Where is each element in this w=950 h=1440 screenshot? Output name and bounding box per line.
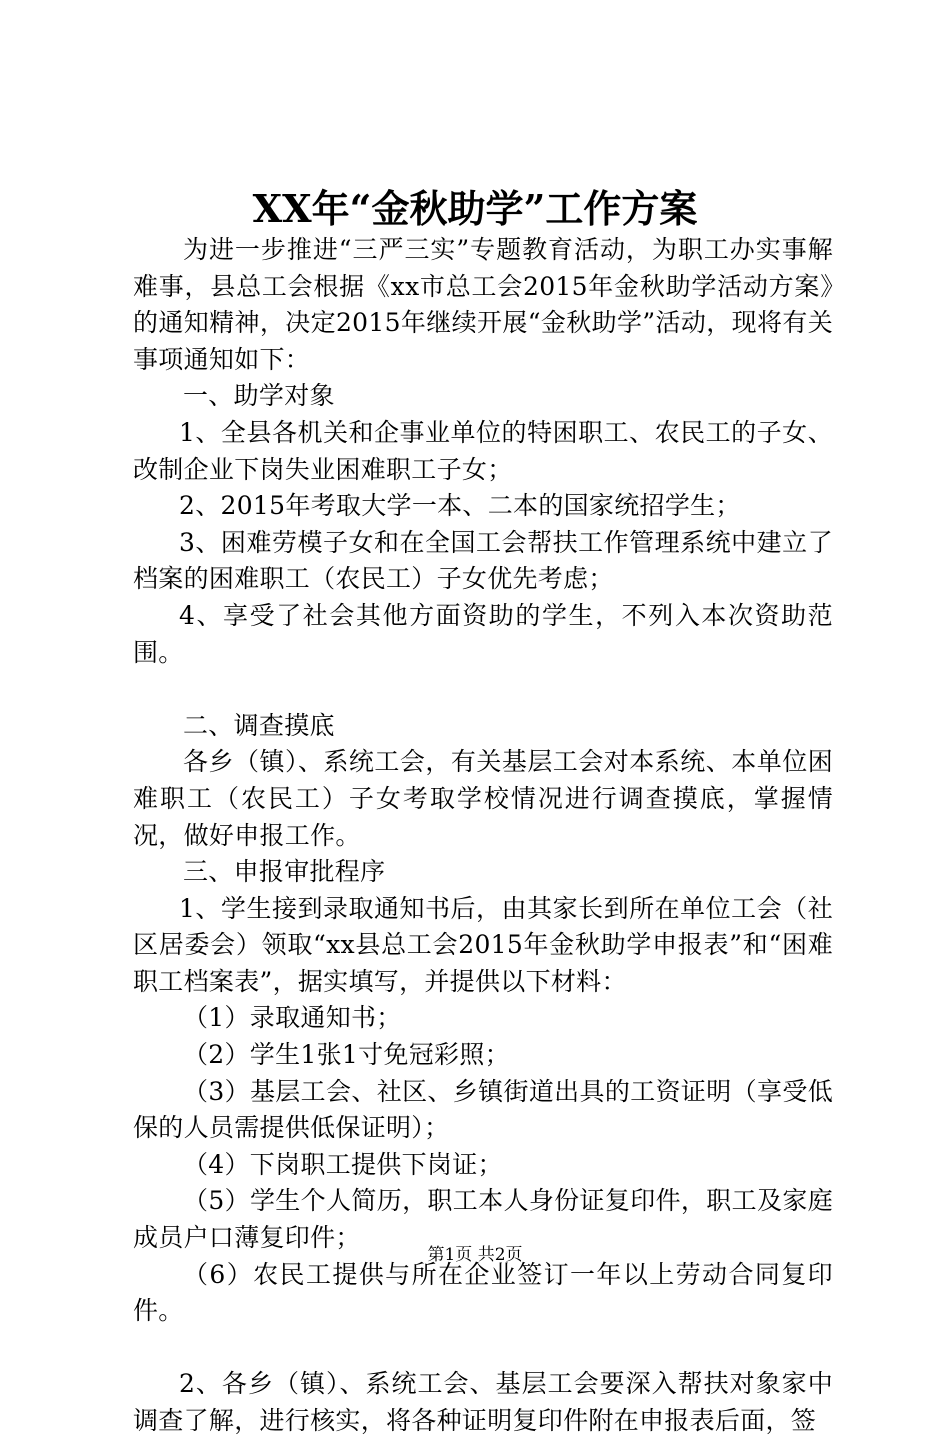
list-item: （1）录取通知书； [183, 1003, 402, 1033]
list-item: 2、各乡（镇）、系统工会、基层工会要深入帮扶对象家中调查了解，进行核实，将各种证明复印件附在申报表后面，签 [133, 1369, 833, 1435]
section-heading-survey: 二、调查摸底 [183, 710, 335, 740]
list-item: 2、2015年考取大学一本、二本的国家统招学生； [179, 491, 741, 521]
document-title: XX年“金秋助学”工作方案 [252, 186, 698, 231]
list-item: 1、学生接到录取通知书后，由其家长到所在单位工会（社区居委会）领取“xx县总工会2015年金秋助学申报表”和“困难职工档案表”，据实填写，并提供以下材料： [133, 893, 833, 996]
section-heading-procedure: 三、申报审批程序 [183, 857, 386, 887]
page-footer: 第1页 共2页 [427, 1245, 523, 1265]
list-item: 4、享受了社会其他方面资助的学生，不列入本次资助范围。 [133, 600, 833, 667]
blank-line [133, 1330, 833, 1367]
survey-paragraph: 各乡（镇）、系统工会，有关基层工会对本系统、本单位困难职工（农民工）子女考取学校情况进行调查摸底，掌握情况，做好申报工作。 [133, 747, 833, 850]
list-item: （2）学生1张1寸免冠彩照； [183, 1040, 510, 1070]
intro-paragraph: 为进一步推进“三严三实”专题教育活动，为职工办实事解难事，县总工会根据《xx市总工会2015年金秋助学活动方案》的通知精神，决定2015年继续开展“金秋助学”活动，现将有关事项通知如下： [133, 235, 833, 374]
list-item: （5）学生个人简历，职工本人身份证复印件，职工及家庭成员户口薄复印件； [133, 1186, 833, 1253]
list-item: 1、全县各机关和企事业单位的特困职工、农民工的子女、改制企业下岗失业困难职工子女； [133, 417, 833, 484]
list-item: 3、困难劳模子女和在全国工会帮扶工作管理系统中建立了档案的困难职工（农民工）子女优先考虑； [133, 527, 833, 594]
list-item: （4）下岗职工提供下岗证； [183, 1149, 503, 1179]
section-heading-recipients: 一、助学对象 [183, 381, 335, 411]
blank-line [133, 671, 833, 708]
list-item: （6）农民工提供与所在企业签订一年以上劳动合同复印件。 [133, 1259, 833, 1326]
list-item: （3）基层工会、社区、乡镇街道出具的工资证明（享受低保的人员需提供低保证明）； [133, 1076, 833, 1143]
